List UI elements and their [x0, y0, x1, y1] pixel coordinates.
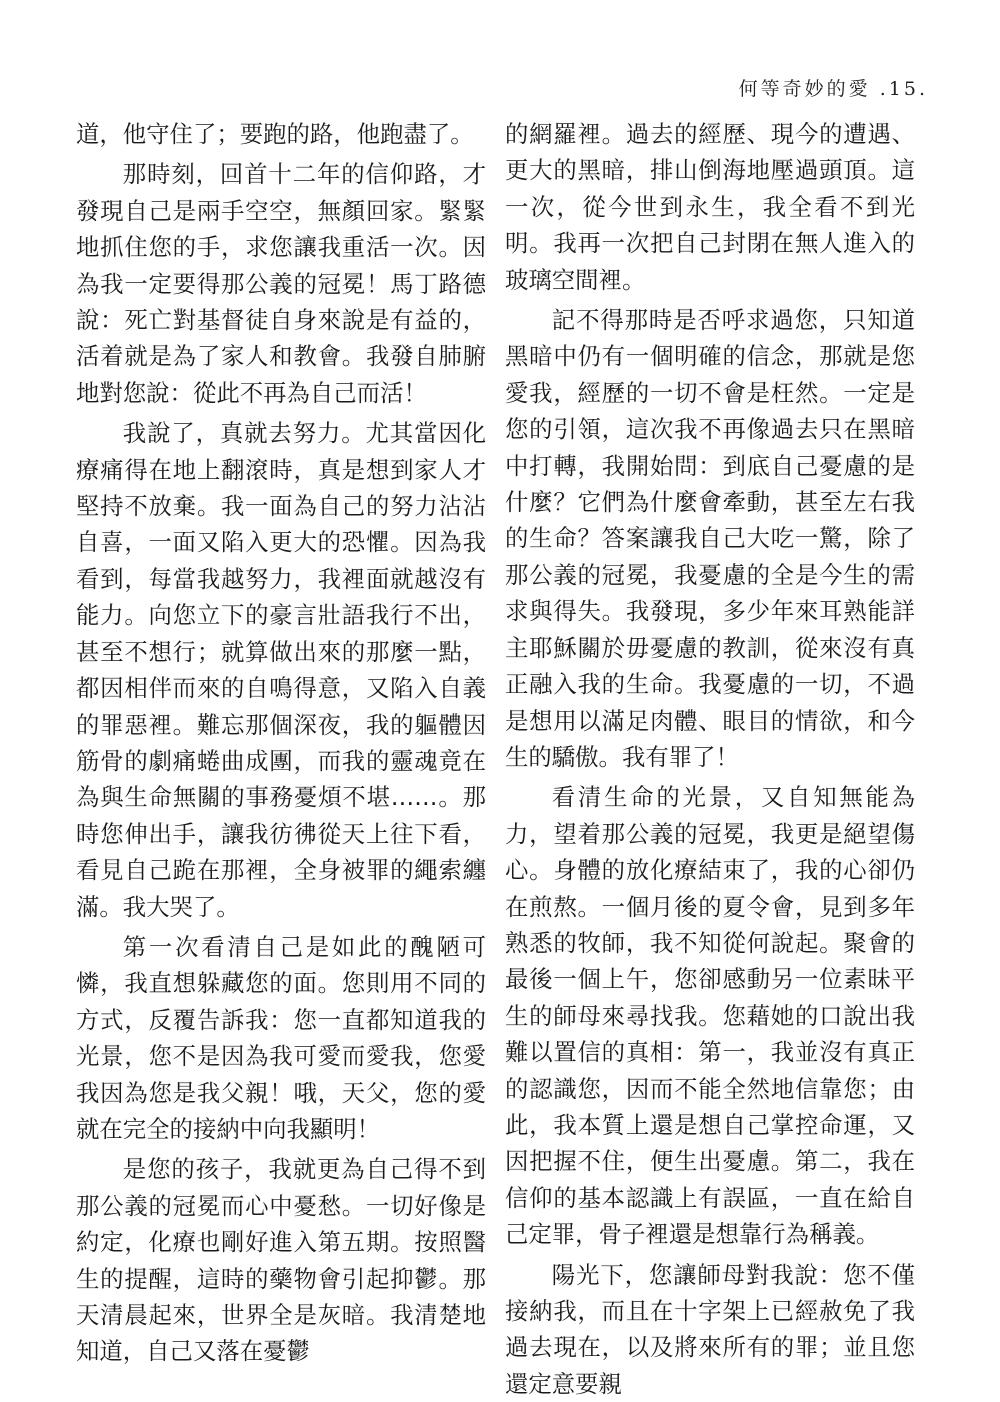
book-title: 何等奇妙的愛 — [738, 78, 871, 100]
right-column — [505, 116, 915, 1402]
left-column — [76, 116, 486, 1370]
paragraph: 我說了，真就去努力。尤其當因化療痛得在地上翻滾時，真是想到家人才堅持不放棄。我一面為自己的努力沾沾自喜，一面又陷入更大的恐懼。因為我看到，每當我越努力，我裡面就越沒有能力。向您立下的豪言壯語我行不出，甚至不想行；就算做出來的那麼一點，都因相伴而來的自鳴得意，又陷入自義的罪惡裡。難忘那個深夜，我的軀體因筋骨的劇痛蜷曲成團，而我的靈魂竟在為與生命無關的事務憂煩不堪……。那時您伸出手，讓我彷彿從天上往下看，看見自己跪在那裡，全身被罪的繩索纏滿。我大哭了。 — [76, 419, 486, 921]
paragraph: 第一次看清自己是如此的醜陋可憐，我直想躲藏您的面。您則用不同的方式，反覆告訴我：您一直都知道我的光景，您不是因為我可愛而愛我，您愛我因為您是我父親！哦，天父，您的愛就在完全的接納中向我顯明！ — [76, 932, 486, 1143]
paragraph: 陽光下，您讓師母對我說：您不僅接納我，而且在十字架上已經赦免了我過去現在，以及將來所有的罪；並且您還定意要親 — [505, 1260, 915, 1398]
page-number: .15. — [879, 78, 928, 100]
paragraph: 那時刻，回首十二年的信仰路，才發現自己是兩手空空，無顏回家。緊緊地抓住您的手，求您讓我重活一次。因為我一定要得那公義的冠冕！馬丁路德說：死亡對基督徒自身來說是有益的，活着就是為了家人和教會。我發自肺腑地對您說：從此不再為自己而活！ — [76, 160, 486, 407]
paragraph: 看清生命的光景，又自知無能為力，望着那公義的冠冕，我更是絕望傷心。身體的放化療結束了，我的心卻仍在煎熬。一個月後的夏令會，見到多年熟悉的牧師，我不知從何說起。聚會的最後一個上午，您卻感動另一位素昧平生的師母來尋找我。您藉她的口說出我難以置信的真相：第一，我並沒有真正的認識您，因而不能全然地信靠您；由此，我本質上還是想自己掌控命運，又因把握不住，便生出憂慮。第二，我在信仰的基本認識上有誤區，一直在給自己定罪，骨子裡還是想靠行為稱義。 — [505, 783, 915, 1249]
running-header — [739, 74, 928, 101]
paragraph: 的網羅裡。過去的經歷、現今的遭遇、更大的黑暗，排山倒海地壓過頭頂。這一次，從今世到永生，我全看不到光明。我再一次把自己封閉在無人進入的玻璃空間裡。 — [505, 120, 915, 294]
paragraph: 記不得那時是否呼求過您，只知道黑暗中仍有一個明確的信念，那就是您愛我，經歷的一切不會是枉然。一定是您的引領，這次我不再像過去只在黑暗中打轉，我開始問：到底自己憂慮的是什麼？它們為什麼會牽動，甚至左右我的生命？答案讓我自己大吃一驚，除了那公義的冠冕，我憂慮的全是今生的需求與得失。我發現，多少年來耳熟能詳主耶穌關於毋憂慮的教訓，從來沒有真正融入我的生命。我憂慮的一切，不過是想用以滿足肉體、眼目的情欲，和今生的驕傲。我有罪了！ — [505, 306, 915, 771]
paragraph: 是您的孩子，我就更為自己得不到那公義的冠冕而心中憂愁。一切好像是約定，化療也剛好進入第五期。按照醫生的提醒，這時的藥物會引起抑鬱。那天清晨起來，世界全是灰暗。我清楚地知道，自己又落在憂鬱 — [76, 1155, 486, 1366]
paragraph: 道，他守住了；要跑的路，他跑盡了。 — [76, 120, 474, 148]
